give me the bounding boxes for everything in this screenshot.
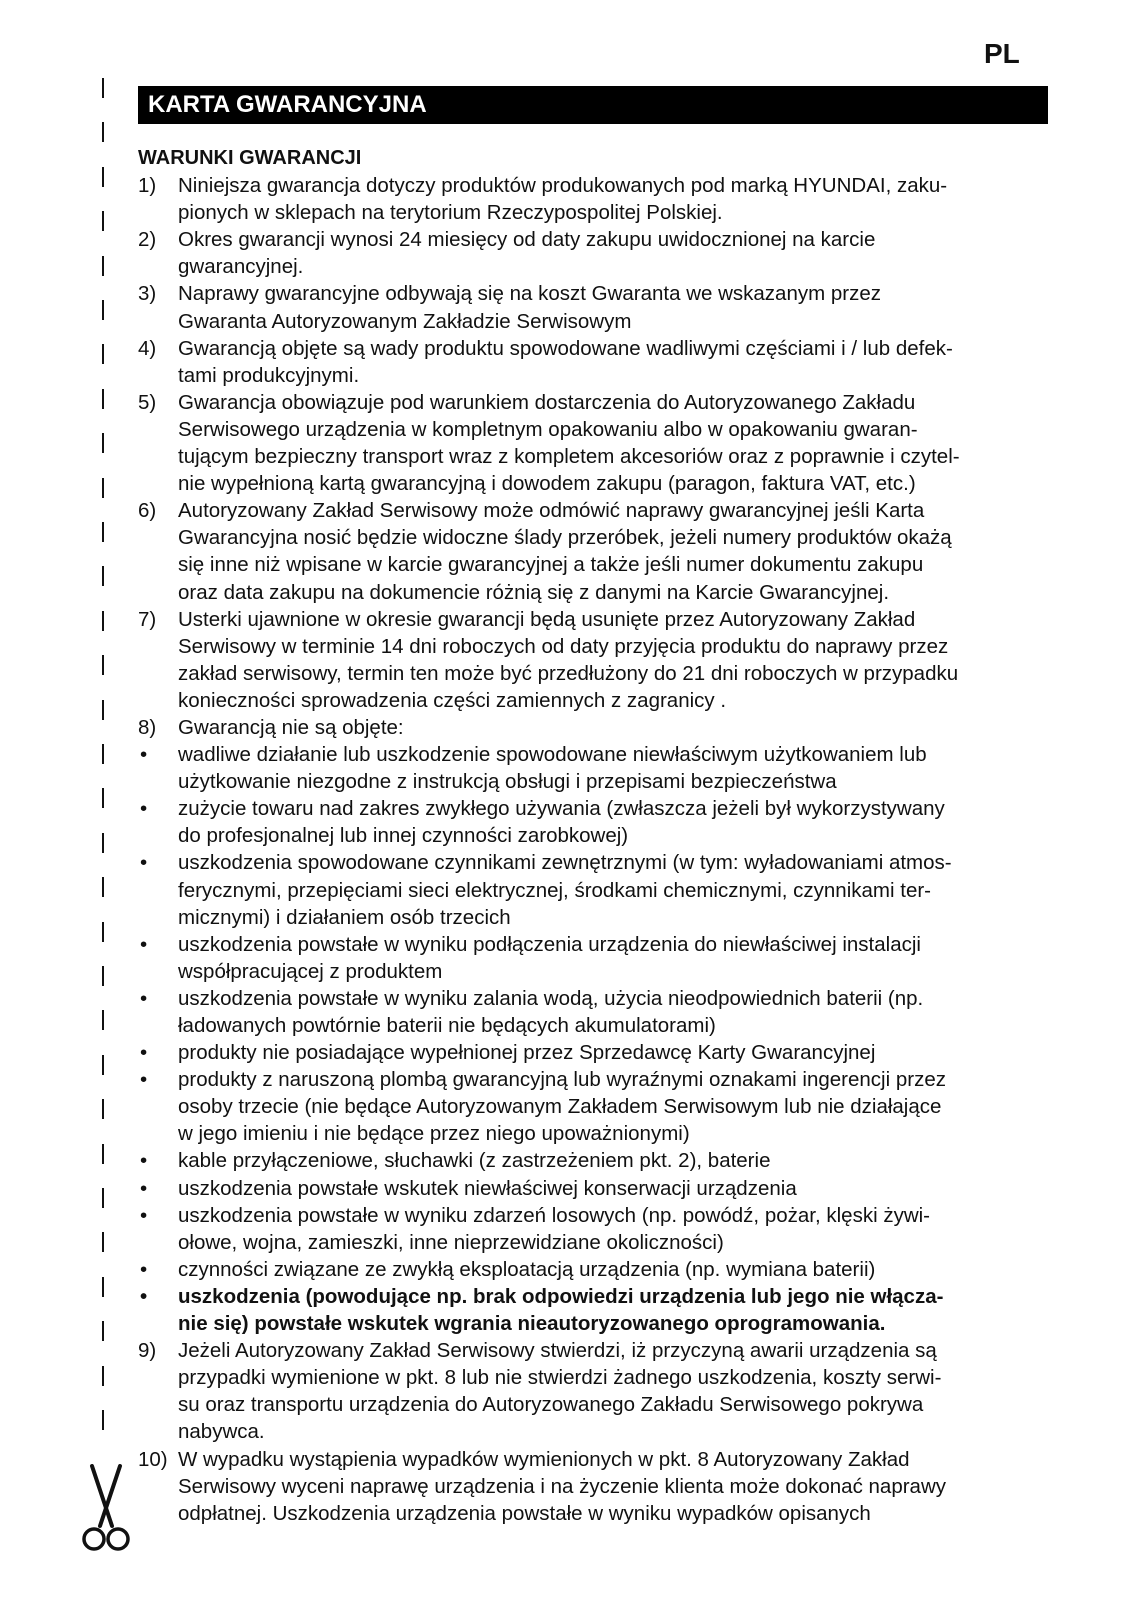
cut-line-dash [102,655,104,675]
bullet-item [138,1039,1048,1066]
item-number: 3) [138,282,157,306]
text-line: się inne niż wpisane w karcie gwarancyjnej a także jeśli numer dokumentu zakupu [178,553,924,577]
cut-line-dash [102,966,104,986]
text-line: nabywca. [178,1420,265,1444]
bullet-item [138,1066,1048,1147]
item-text [178,1147,1048,1174]
text-line: Naprawy gwarancyjne odbywają się na koszt Gwaranta we wskazanym przez [178,282,882,306]
cut-line-dash [102,833,104,853]
text-line: Autoryzowany Zakład Serwisowy może odmówić naprawy gwarancyjnej jeśli Karta [178,499,925,523]
text-line: Niniejsza gwarancja dotyczy produktów produkowanych pod marką HYUNDAI, zaku- [178,174,948,198]
text-line: ferycznymi, przepięciami sieci elektrycznej, środkami chemicznymi, czynnikami ter- [178,878,931,902]
item-text [178,985,1048,1039]
cut-line-dash [102,1188,104,1208]
cut-line-dash [102,1010,104,1030]
text-line: Serwisowego urządzenia w kompletnym opakowaniu albo w opakowaniu gwaran- [178,417,918,441]
text-line: micznymi) i działaniem osób trzecich [178,905,511,929]
item-text [178,1256,1048,1283]
cut-line-dash [102,167,104,187]
item-text [178,389,1048,497]
item-text [178,497,1048,605]
cut-line-dash [102,122,104,142]
item-text [178,606,1048,714]
cut-line-dash [102,478,104,498]
cut-line-dash [102,1055,104,1075]
bullet-item [138,1256,1048,1283]
text-line: uszkodzenia powstałe w wyniku zalania wodą, użycia nieodpowiednich baterii (np. [178,986,924,1010]
bullet-item [138,741,1048,795]
text-line: współpracującej z produktem [178,959,443,983]
bullet-item [138,1283,1048,1337]
text-line: kable przyłączeniowe, słuchawki (z zastrzeżeniem pkt. 2), baterie [178,1149,771,1173]
item-text [178,280,1048,334]
item-number: 5) [138,390,157,414]
item-text [178,226,1048,280]
numbered-item [138,1337,1048,1445]
numbered-item [138,1446,1048,1527]
text-line: ołowe, wojna, zamieszki, inne nieprzewidziane okoliczności) [178,1230,724,1254]
cut-line-dash [102,433,104,453]
text-line: uszkodzenia powstałe wskutek niewłaściwej konserwacji urządzenia [178,1176,797,1200]
text-line: uszkodzenia powstałe w wyniku zdarzeń losowych (np. powódź, pożar, klęski żywi- [178,1203,931,1227]
cut-line-dash [102,700,104,720]
text-line: wadliwe działanie lub uszkodzenie spowodowane niewłaściwym użytkowaniem lub [178,743,927,767]
text-line: W wypadku wystąpienia wypadków wymienionych w pkt. 8 Autoryzowany Zakład [178,1447,910,1471]
text-line: gwarancyjnej. [178,255,304,279]
item-number: 10) [138,1447,168,1471]
text-line: Okres gwarancji wynosi 24 miesięcy od daty zakupu uwidocznionej na karcie [178,228,876,252]
numbered-item [138,280,1048,334]
cut-line-dash [102,300,104,320]
bullet-marker: • [140,986,148,1010]
cut-line-dash [102,78,104,98]
item-text [178,714,1048,741]
text-line: czynności związane ze zwykłą eksploatacją urządzenia (np. wymiana baterii) [178,1257,876,1281]
cut-line-dash [102,611,104,631]
cut-line-dash [102,922,104,942]
bullet-item [138,1202,1048,1256]
cut-line-dash [102,1144,104,1164]
item-text [178,1066,1048,1147]
bullet-marker: • [140,1041,148,1065]
bullet-marker: • [140,932,148,956]
bullet-marker: • [140,1176,148,1200]
bullet-item [138,1147,1048,1174]
item-text [178,1283,1048,1337]
text-line: uszkodzenia spowodowane czynnikami zewnętrznymi (w tym: wyładowaniami atmos- [178,851,952,875]
cut-line-dash [102,1410,104,1430]
cut-line-dash [102,1277,104,1297]
item-number: 8) [138,715,157,739]
item-number: 9) [138,1339,157,1363]
item-text [178,1446,1048,1527]
text-line: przypadki wymienione w pkt. 8 lub nie stwierdzi żadnego uszkodzenia, koszty serwi- [178,1366,942,1390]
text-line: w jego imieniu i nie będące przez niego upoważnionymi) [178,1122,690,1146]
page-title: KARTA GWARANCYJNA [138,86,1048,124]
cut-line-dash [102,522,104,542]
item-number: 7) [138,607,157,631]
cut-line-dash [102,211,104,231]
text-line: konieczności sprowadzenia części zamiennych z zagranicy . [178,688,727,712]
bullet-marker: • [140,1203,148,1227]
cut-line-dash [102,389,104,409]
text-line: Serwisowy wyceni naprawę urządzenia i na życzenie klienta może dokonać naprawy [178,1474,946,1498]
cut-line-dash [102,1232,104,1252]
item-number: 6) [138,499,157,523]
cut-line-dash [102,877,104,897]
text-line: Gwaranta Autoryzowanym Zakładzie Serwisowym [178,309,632,333]
text-line: uszkodzenia powstałe w wyniku podłączenia urządzenia do niewłaściwej instalacji [178,932,921,956]
cut-line-dash [102,744,104,764]
bullet-item [138,1175,1048,1202]
text-line: zakład serwisowy, termin ten może być przedłużony do 21 dni roboczych w przypadku [178,661,959,685]
bullet-marker: • [140,1257,148,1281]
section-heading: WARUNKI GWARANCJI [138,147,362,169]
cut-line-dash [102,1321,104,1341]
text-line: tami produkcyjnymi. [178,363,360,387]
bullet-marker: • [140,743,148,767]
numbered-item [138,497,1048,605]
text-line: su oraz transportu urządzenia do Autoryzowanego Zakładu Serwisowego pokrywa [178,1393,924,1417]
text-line: odpłatnej. Uszkodzenia urządzenia powstałe w wyniku wypadków opisanych [178,1501,871,1525]
language-code: PL [984,38,1020,69]
item-text [178,1202,1048,1256]
cut-line-dash [102,1099,104,1119]
text-line: Serwisowy w terminie 14 dni roboczych od daty przyjęcia produktu do naprawy przez [178,634,949,658]
bullet-item [138,931,1048,985]
text-line: do profesjonalnej lub innej czynności zarobkowej) [178,824,629,848]
item-text [178,741,1048,795]
numbered-item [138,335,1048,389]
text-line: tującym bezpieczny transport wraz z kompletem akcesoriów oraz z poprawnie i czytel- [178,445,960,469]
bullet-marker: • [140,851,148,875]
numbered-item [138,226,1048,280]
item-text [178,335,1048,389]
numbered-item [138,606,1048,714]
text-line: Gwarancją nie są objęte: [178,715,404,739]
text-line: produkty z naruszoną plombą gwarancyjną lub wyraźnymi oznakami ingerencji przez [178,1068,946,1092]
warranty-terms [138,145,1048,1527]
item-text [178,849,1048,930]
text-line: ładowanych powtórnie baterii nie będących akumulatorami) [178,1014,716,1037]
text-line: uszkodzenia (powodujące np. brak odpowiedzi urządzenia lub jego nie włącza- [178,1284,944,1308]
text-line: Gwarancyjna nosić będzie widoczne ślady przeróbek, jeżeli numery produktów okażą [178,526,952,550]
bullet-item [138,985,1048,1039]
text-line: Gwarancją objęte są wady produktu spowodowane wadliwymi częściami i / lub defek- [178,336,953,360]
scissors-icon [80,1464,132,1554]
item-text [178,1039,1048,1066]
text-line: nie wypełnioną kartą gwarancyjną i dowodem zakupu (paragon, faktura VAT, etc.) [178,472,916,496]
item-text [178,931,1048,985]
text-line: zużycie towaru nad zakres zwykłego używania (zwłaszcza jeżeli był wykorzystywany [178,797,945,821]
item-number: 2) [138,228,157,252]
text-line: produkty nie posiadające wypełnionej przez Sprzedawcę Karty Gwarancyjnej [178,1041,876,1065]
item-number: 4) [138,336,157,360]
bullet-item [138,795,1048,849]
bullet-marker: • [140,1149,148,1173]
cut-line-dash [102,1366,104,1386]
cut-line-dash [102,788,104,808]
item-text [178,1337,1048,1445]
text-line: osoby trzecie (nie będące Autoryzowanym Zakładem Serwisowym lub nie działające [178,1095,942,1119]
text-line: Gwarancja obowiązuje pod warunkiem dostarczenia do Autoryzowanego Zakładu [178,390,916,414]
numbered-item [138,389,1048,497]
numbered-item [138,172,1048,226]
bullet-item [138,849,1048,930]
bullet-marker: • [140,1068,148,1092]
terms-list [138,172,1048,1527]
text-line: Usterki ujawnione w okresie gwarancji będą usunięte przez Autoryzowany Zakład [178,607,916,631]
bullet-marker: • [140,797,148,821]
text-line: użytkowanie niezgodne z instrukcją obsługi i przepisami bezpieczeństwa [178,770,837,794]
item-text [178,172,1048,226]
text-line: oraz data zakupu na dokumencie różnią się z danymi na Karcie Gwarancyjnej. [178,580,890,604]
item-text [178,1175,1048,1202]
cut-line-dash [102,256,104,276]
cut-line [102,78,106,1458]
cut-line-dash [102,566,104,586]
numbered-item [138,714,1048,741]
bullet-marker: • [140,1284,148,1308]
text-line: pionych w sklepach na terytorium Rzeczypospolitej Polskiej. [178,201,723,225]
item-number: 1) [138,174,157,198]
text-line: Jeżeli Autoryzowany Zakład Serwisowy stwierdzi, iż przyczyną awarii urządzenia są [178,1339,937,1363]
item-text [178,795,1048,849]
cut-line-dash [102,344,104,364]
text-line: nie się) powstałe wskutek wgrania nieautoryzowanego oprogramowania. [178,1312,886,1336]
